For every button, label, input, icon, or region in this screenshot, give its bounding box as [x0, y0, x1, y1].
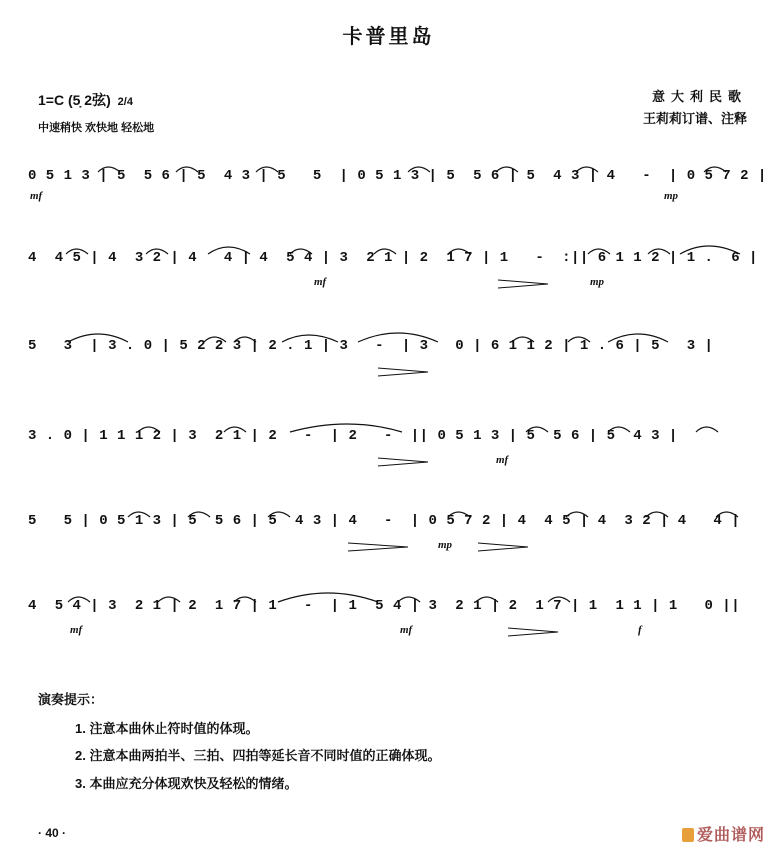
key-signature [38, 90, 133, 110]
dynamic-mf: mf [70, 624, 83, 636]
dynamic-mp: mp [664, 190, 679, 202]
dynamic-mp: mp [438, 539, 453, 551]
tip-item: 1. 注意本曲休止符时值的体现。 [75, 721, 259, 736]
tempo-marking: 中速稍快 欢快地 轻松地 [38, 122, 155, 134]
notes-line-5: 5 5 | 0 5 1 3 | 5 5 6 | 5 4 3 | 4 - | 0 5 7 2 | 4 4 5 | 4 3 2 | 4 4 | [28, 513, 741, 529]
watermark-text: 爱曲谱网 [696, 827, 765, 844]
tip-item: 3. 本曲应充分体现欢快及轻松的情绪。 [75, 776, 298, 791]
dynamic-mp: mp [590, 276, 605, 288]
song-origin: 意大利民歌 [651, 89, 747, 104]
arranger-credit: 王莉莉订谱、注释 [642, 111, 747, 126]
notes-line-6: 4 5 4 | 3 2 1 | 2 1 7 | 1 - | 1 5 4 | 3 2 1 | 2 1 7 | 1 1 1 | 1 0 || [28, 598, 741, 614]
score-line-5 [28, 495, 754, 555]
notes-line-3: 5 3 | 3 . 0 | 5 2 2 3 | 2 . 1 | 3 - | 3 0 | 6 1 1 2 | 1 . 6 | 5 3 | [28, 338, 714, 354]
dynamic-mf: mf [30, 190, 43, 202]
score-line-1 [28, 150, 767, 210]
key-text: 1=C (5̣ 2弦) [38, 92, 111, 108]
notes-line-1: 0 5 1 3 | 5 5 6 | 5 4 3 | 5 5 | 0 5 1 3 | 5 5 6 | 5 4 3 | 4 - | 0 5 7 2 | [28, 168, 767, 184]
dynamic-mf: mf [314, 276, 327, 288]
score-line-4 [28, 410, 754, 470]
time-signature: 2/4 [117, 96, 133, 108]
dynamic-mf: mf [400, 624, 413, 636]
tip-item: 2. 注意本曲两拍半、三拍、四拍等延长音不同时值的正确体现。 [75, 748, 441, 763]
dynamic-f: f [638, 624, 642, 636]
tips-heading: 演奏提示： [38, 692, 104, 707]
score-line-3 [28, 320, 754, 380]
score-line-2 [28, 232, 758, 292]
site-watermark [682, 822, 765, 845]
song-title: 卡普里岛 [342, 26, 435, 48]
score-line-6 [28, 580, 754, 640]
notes-line-2: 4 4 5 | 4 3 2 | 4 4 | 4 5 4 | 3 2 1 | 2 1 7 | 1 - :|| 6 1 1 2 | 1 . 6 | [28, 250, 758, 266]
music-note-icon [682, 828, 694, 842]
notes-line-4: 3 . 0 | 1 1 1 2 | 3 2 1 | 2 - | 2 - || 0 5 1 3 | 5 5 6 | 5 4 3 | [28, 428, 678, 444]
page-number: · 40 · [38, 826, 67, 840]
dynamic-mf: mf [496, 454, 509, 466]
